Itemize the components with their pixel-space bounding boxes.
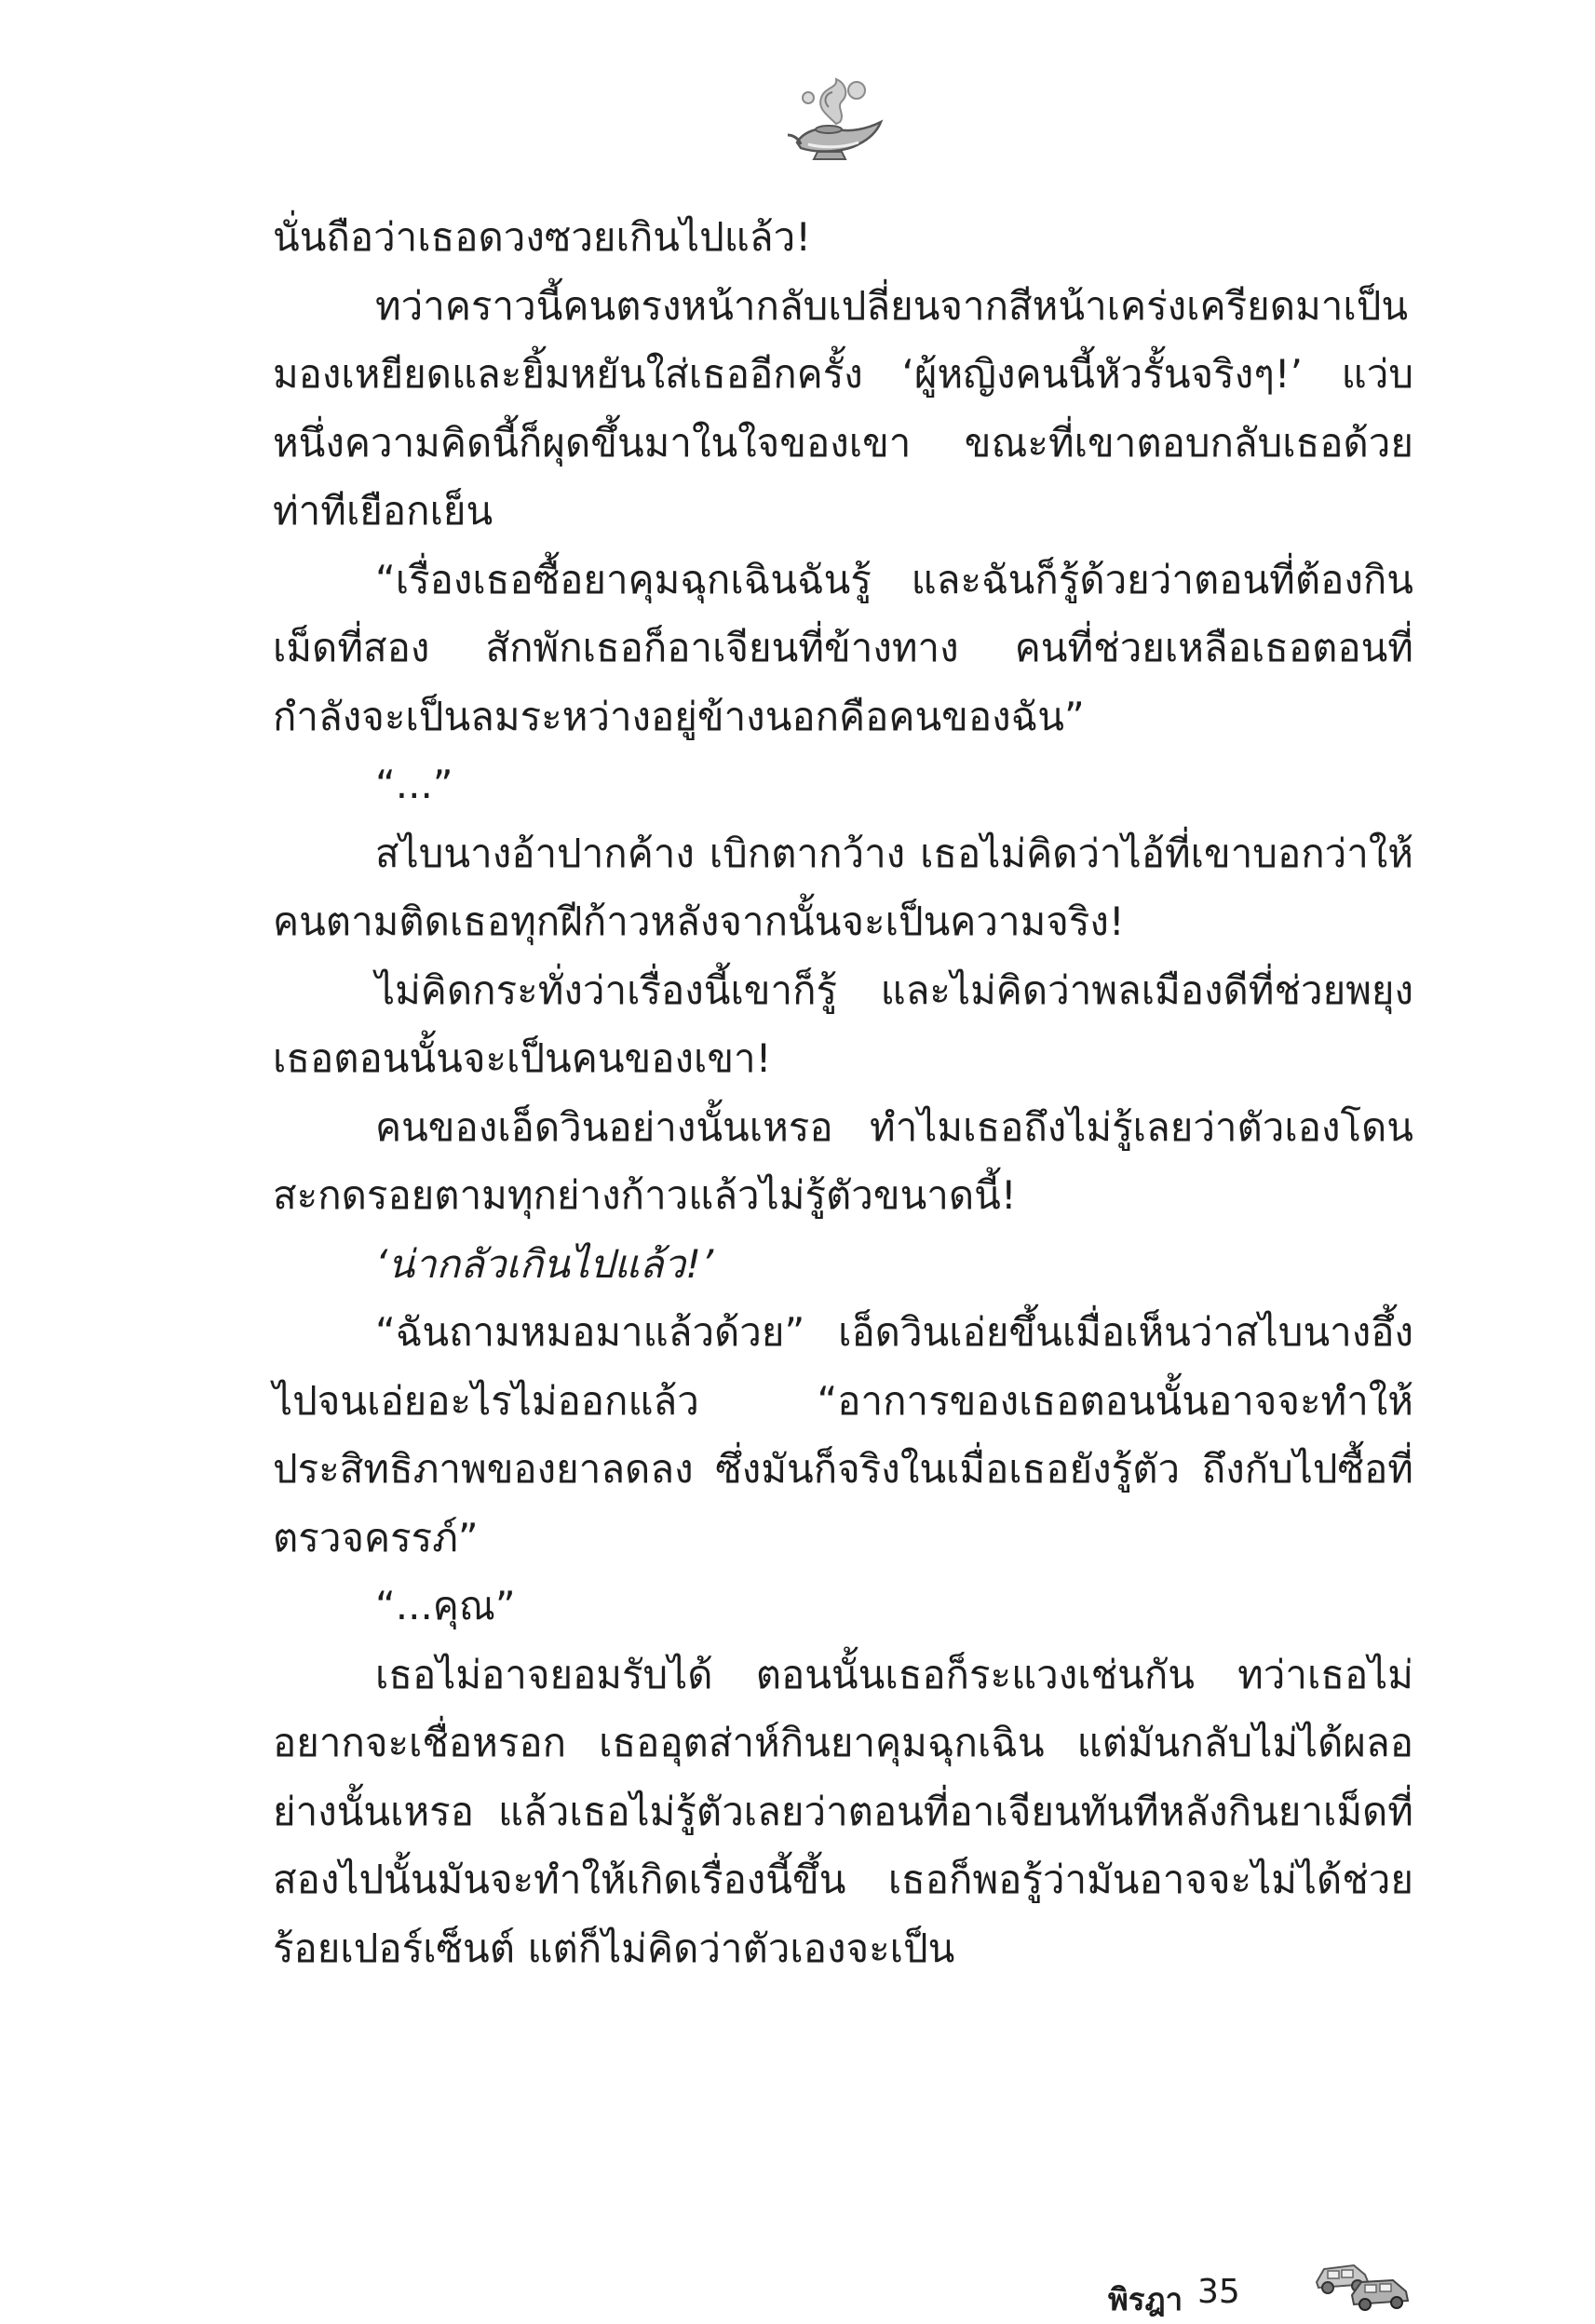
page-number: 35 xyxy=(1197,2273,1240,2311)
paragraph: “ฉันถามหมอมาแล้วด้วย” เอ็ดวินเอ่ยขึ้นเมื่อเห็นว่าสไบนางอึ้งไปจนเอ่ยอะไรไม่ออกแล้ว “อาการของเธอตอนนั้นอาจจะทำให้ประสิทธิภาพของยาลดลง ซึ่งมันก็จริงในเมื่อเธอยังรู้ตัว ถึงกับไปซื้อที่ตรวจครรภ์” xyxy=(273,1309,1413,1561)
paragraph: เธอไม่อาจยอมรับได้ ตอนนั้นเธอก็ระแวงเช่นกัน ทว่าเธอไม่อยากจะเชื่อหรอก เธออุตส่าห์กินยาคุมฉุกเฉิน แต่มันกลับไม่ได้ผลอย่างนั้นเหรอ แล้วเธอไม่รู้ตัวเลยว่าตอนที่อาเจียนทันทีหลังกินยาเม็ดที่สองไปนั้นมันจะทำให้เกิดเรื่องนี้ขึ้น เธอก็พอรู้ว่ามันอาจจะไม่ได้ช่วยร้อยเปอร์เซ็นต์ แต่ก็ไม่คิดว่าตัวเองจะเป็น xyxy=(273,1651,1413,1971)
paragraph: ทว่าคราวนี้คนตรงหน้ากลับเปลี่ยนจากสีหน้าเคร่งเครียดมาเป็นมองเหยียดและยิ้มหยันใส่เธออีกครั้ง ‘ผู้หญิงคนนี้หัวรั้นจริงๆ!’ แว่บหนึ่งความคิดนี้ก็ผุดขึ้นมาในใจของเขา ขณะที่เขาตอบกลับเธอด้วยท่าทีเยือกเย็น xyxy=(273,282,1413,534)
paragraph: สไบนางอ้าปากค้าง เบิกตากว้าง เธอไม่คิดว่าไอ้ที่เขาบอกว่าให้คนตามติดเธอทุกฝีก้าวหลังจากนั้นจะเป็นความจริง! xyxy=(273,830,1413,944)
paragraph: คนของเอ็ดวินอย่างนั้นเหรอ ทำไมเธอถึงไม่รู้เลยว่าตัวเองโดนสะกดรอยตามทุกย่างก้าวแล้วไม่รู้ตัวขนาดนี้! xyxy=(273,1103,1413,1218)
paragraph: “...คุณ” xyxy=(375,1583,516,1628)
author-name: พิรฎา xyxy=(1108,2281,1183,2317)
paragraph: “เรื่องเธอซื้อยาคุมฉุกเฉินฉันรู้ และฉันก็รู้ด้วยว่าตอนที่ต้องกินเม็ดที่สอง สักพักเธอก็อาเจียนที่ข้างทาง คนที่ช่วยเหลือเธอตอนที่กำลังจะเป็นลมระหว่างอยู่ข้างนอกคือคนของฉัน” xyxy=(273,556,1413,739)
body-text xyxy=(273,203,1413,1982)
genie-lamp-icon xyxy=(780,70,892,172)
paragraph: นั่นถือว่าเธอดวงซวยเกินไปแล้ว! xyxy=(273,214,812,260)
page-footer xyxy=(1108,2265,1443,2321)
paragraph: “...” xyxy=(375,762,453,807)
paragraph: ไม่คิดกระทั่งว่าเรื่องนี้เขาก็รู้ และไม่คิดว่าพลเมืองดีที่ช่วยพยุงเธอตอนนั้นจะเป็นคนของเขา! xyxy=(273,966,1413,1081)
italic-thought: ‘น่ากลัวเกินไปแล้ว!’ xyxy=(375,1240,714,1287)
toy-cars-icon xyxy=(1311,2249,1413,2314)
